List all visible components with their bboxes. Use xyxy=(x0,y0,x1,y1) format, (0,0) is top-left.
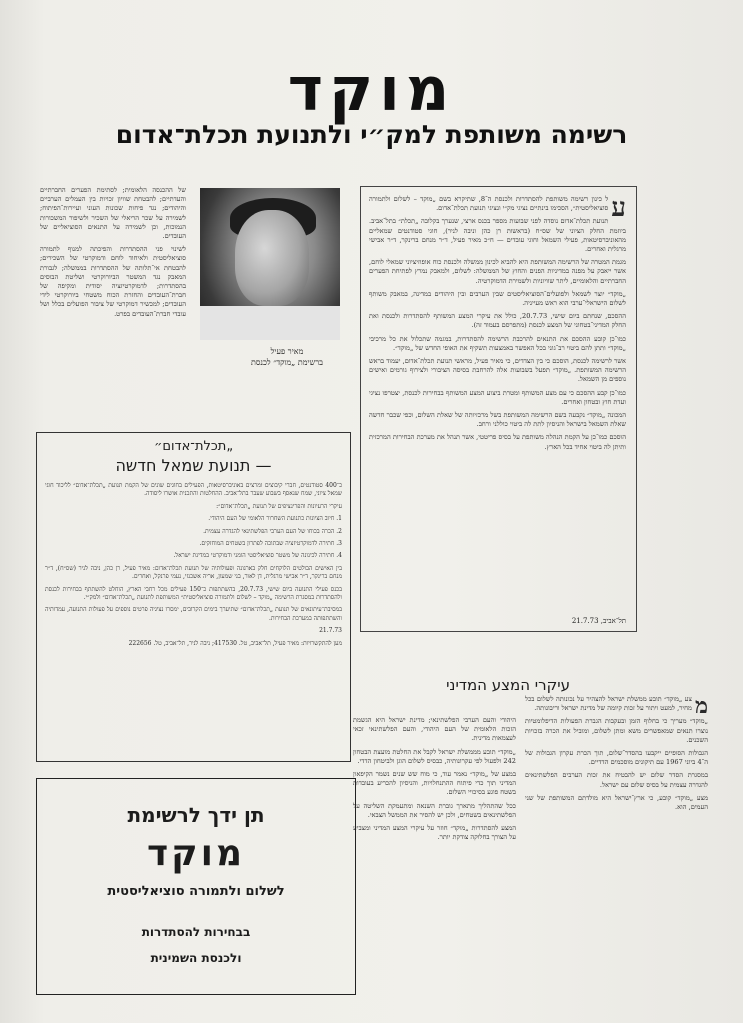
party-box-title: „תכלת־אדום״ xyxy=(153,439,234,454)
platform-heading: עיקרי המצע המדיני xyxy=(446,676,570,694)
party-date: 21.7.73 xyxy=(319,627,342,635)
party-paragraph: בין האישים הבולטים הלוקחים חלק בארגונה ופעולותיה של תנועת תכלת־אדום: מאיר פעיל, רן כהן, ניבה לניר (שס״ח), ד״ר מנחם ברינקר, ד״ר אבישי מרגלית, דן לאור, בני שמעון, אריה אשכנזי, נעמי פרנקל, ואחרים. xyxy=(45,564,342,581)
vote-ad-box xyxy=(36,778,356,995)
page-subtitle: רשימה משותפת למק״י ולתנועת תכלת־אדום xyxy=(115,120,628,149)
top-left-paragraph: לשינוי פני ההסתדרות והפיכתה למנוף לתמורה סוציאליסטית ולאיחוד לוחם ודמוקרטי של השכירים; להבטחת אי־תלותה של ההסתדרות בממשלה; לגבורת המאבק נגד המשטר הביורוקרטי ושליטת הבוסים בהסתדרות; לדמוקרטיזציה יסודית ומקיפה של חברת־העובדים והחזרת הכוח משטחי ביורוקרטי לידי העובדים; למכשיר דמוקרטי של ציבור הפועלים בכלל ושל עובדי חברת־העובדים בפרט. xyxy=(40,245,186,318)
platform-dropcap: מ xyxy=(694,695,708,719)
photo-shirt-shape xyxy=(200,306,340,340)
platform-paragraph: היהודי והעם הערבי הפלשתינאי; מדינת ישראל היא הגשמת הזכות הלאומית של העם היהודי, והעם הפלשתינאי זכאי לעצמאות מדינית. xyxy=(353,716,516,743)
main-article-paragraph: „מוקד״ יוצר לשמאל ולפועלים־הסוציאליסטים שבין הערבים ובין היהודים במדינה, במאבק משותף לשלום הישראלי־ערבי הוא ראש מעייניה. xyxy=(369,289,626,308)
platform-paragraph: „מוקד״ תובע מממשלת ישראל לקבל את החלטת מועצת הבטחון 242 ולפעול לפי עקרונותיה, כבסיס לשלום הוגן ולביטחון הדדי. xyxy=(353,747,516,765)
main-article-dropcap: ע xyxy=(611,195,626,223)
ad-elections-line: בבחירות להסתדרות xyxy=(141,925,251,939)
party-paragraph: 1. חיוב הציונות כתנועת השחרור הלאומי של העם היהודי. xyxy=(208,515,342,523)
main-article-paragraph: כמו־כן קבע ההסכם כי עם מצע המשותף ומטרת ביצוע המצע המשותף בבחירות לכנסת, יצטרפו נציגי ועדת חוץ ובטחון ואחרים. xyxy=(369,388,626,406)
platform-paragraph: במסגרת הסדר שלום יש להבטיח את זכות הערבים הפלשתינאים להגדרה עצמית על בסיס שלום עם ישראל. xyxy=(525,771,708,789)
platform-middle-column xyxy=(353,716,516,1003)
party-paragraph: 4. חתירה לכינונה של משטר סוציאליסטי הומני ודמוקרטי במדינת ישראל. xyxy=(173,552,342,560)
ad-list-name: מוקד xyxy=(146,833,246,874)
platform-right-column xyxy=(525,695,708,1003)
platform-paragraph: המצע להסתדרות „מוקד״ חוזר על עיקרי המצע המדיני ומצביע על הצורך בחלוקה צודקת יותר. xyxy=(353,824,516,842)
main-article-paragraph: המכונה „מוקד״ נקבעה בשם הרשימה המשותפת בשל מרכזיותה של שאלת השלום, וכפי שכבר חדשה שאלת השמאל בישראל והניסיון לתת לה ביטוי כוללני ורחב. xyxy=(369,411,626,429)
main-article-paragraph: כמו־כן קובע ההסכם את התנאים להרכבת הרשימה להסתדרות, במגמה שתכלול את כל מרכיבי „מוקד״ ותתן להם ביטוי רב־גוני בכל האפשר באמצעות תשקיף את האופי החדש של „מוקד״. xyxy=(369,334,626,352)
party-paragraph: כ־400 סטודנטים, חברי קיבוצים ומרצים באוניברסיטאות, הפעילים בחוגים שונים של הקמת תנועת „תכלת־אדום״ לליכוד חוגי שמאל ציוני, שמח שנאסף בשבוע שעבר בתל־אביב. ההחלטות והתכנית אושרו ליסודה. xyxy=(45,482,342,498)
main-article-body xyxy=(369,195,626,607)
ad-knesset-line: ולכנסת השמינית xyxy=(150,951,242,965)
party-box-text xyxy=(45,482,342,648)
main-article-box xyxy=(360,186,637,632)
masthead-title: מוקד xyxy=(287,55,456,125)
main-article-paragraph: ל כינון רשימה משותפת להסתדרות ולכנסת ה־8, שתיקרא בשם „מוקד – לשלום ולתמורה סוציאליסטית״, הסכימו בינתיים נציגי מק״י ונציגי תנועת תכלת־אדום. xyxy=(369,195,609,213)
caption-name: מאיר פעיל xyxy=(270,347,304,356)
ad-slogan: לשלום ולתמורה סוציאליסטית xyxy=(107,884,285,899)
party-box xyxy=(36,432,351,762)
main-article-paragraph: מגמת המטרה של הרשימה המשותפת היא להביא לכינון ממשלה ולכנסת כוח אופוזיציוני שמאלי לוחם, אשר ייאבק על מפנה במדיניות הפנים והחוץ של הממשלה: לשלום, ולמאבק נמרץ לפתיחת הפערים החברתיים והלאומיים, ליתר שוויוניות ולשמירת הדמוקרטיה. xyxy=(369,258,626,285)
platform-paragraph: במצע של „מוקד״ נאמר עוד, כי מוח שש שנים נשמר הקיפאון המדיני תוך כדי פיתוח ההתנחלויות, והניסיון להכריע בעובדות בשטח פוגע בסיכויי השלום. xyxy=(353,770,516,797)
main-article-paragraph: ההסכם, שנחתם ביום שישי, 20.7.73, כולל את עיקרי המצע המשותף להסתדרות ולכנסת ואת החלק המדיני־בטחוני של המצע לכנסת (מתפרסם בעמוד זה). xyxy=(369,312,626,330)
caption-detail: ברשימת „מוקד״ לכנסת xyxy=(250,358,324,367)
main-article-paragraph: הוסכם כמו־כן על הקמת הנהלה משותפת על בסיס פריטטי, אשר תנהל את מערכת הבחירות המרכזית ותיתן לה ביטוי אחיד בכל הארץ. xyxy=(369,433,626,451)
main-article-signature: תל־אביב, 21.7.73 xyxy=(571,617,626,625)
portrait-photo xyxy=(200,188,340,340)
top-left-paragraph: של ההכנסה הלאומית; לסתימת הפערים החברתיים והעדתיים; להבטחת שוויון זכויות בין העמלים הערביים והיהודים; נגד פיחות שכונות העוני ועיירות־הפיתוח; לשמירה על שכר הריאלי של השכיר ולשיפור המשכורות הנמוכות, וכן לשמירה על התנאים הסוציאליים של העובדים. xyxy=(40,186,186,241)
party-paragraph: 2. הכרה בכוחו של העם הערבי הפלשתינאי להגדרה עצמית. xyxy=(203,527,342,535)
photo-face-shape xyxy=(235,210,309,306)
party-paragraph: במסיבת־עיתונאים של תנועת „תכלת־אדום״ שתיערך בימים הקרובים, ימסרו נציגיה פרטים נוספים על פעולות התנועה, עמדותיה והשתתפותה במערכת הבחירות. xyxy=(45,606,342,622)
platform-paragraph: ככל שהתהליך מתארך גוברת השנאה ומתעמקת השליטה על הפלשתינאים בשטחים, ולכן יש להסיר את הממשל הצבאי. xyxy=(353,801,516,819)
ad-callout: תן ידך לרשימת xyxy=(127,803,265,827)
party-box-subtitle: — תנועת שמאל חדשה xyxy=(115,456,272,475)
party-paragraph: בכנס פעילי התנועה ביום שישי, 20.7.73, בהשתתפות כ־150 פעילים מכל רחבי הארץ, הוחלט להשתתף בבחירות לכנסת ולהסתדרות במסגרת הרשימה „מוקד – לשלום ולתמורה סוציאליסטית״ המשותפת לתנועת „תכלת־אדום״ ולמק״י. xyxy=(45,585,342,602)
main-article-paragraph: אשר לרשימה לכנסת, הוסכם כי בין הצדדים, כי מאיר פעיל, מראשי תנועת תכלת־אדום, יעמוד בראש הרשימה המשותפת. „מוקד״ תפעל בשבועות אלה להרחבת בסיסה הציבורי ולצירוף גורמים ואישים נוספים מן השמאל. xyxy=(369,357,626,384)
party-paragraph: 3. חתירה לדמוקרטיזציה שבתוכה לפתרון בשטחים המוחזקים. xyxy=(199,540,342,548)
party-contact: מען להתקשרויות: מאיר פעיל, תל־אביב, טל. 417530; ניבה לניר, תל־אביב, טל. 222656 xyxy=(128,639,342,647)
platform-paragraph: מצע „מוקד״ קובע, כי ארץ־ישראל היא מולדתם המשותפת של שני העמים, הוא. xyxy=(525,793,708,812)
top-left-article xyxy=(40,186,186,414)
platform-paragraph: הגבולות הסופיים ייקבעו בהסדר־שלום, תוך הכרת עקרון הגבולות של ה־4 ביוני 1967 עם תיקונים מוסכמים הדדיים. xyxy=(525,749,708,767)
platform-paragraph: „מוקד״ מעריך כי בחלוף הזמן ובעקבות הגברת הפעולות הדיפלומטיות נוצרו תנאים שמאפשרים משא ומתן לשלום, ומוביל את הכרה בזכויות השכנים. xyxy=(525,717,708,744)
party-paragraph: עיקרי הרעיונות והפרינציפים של תנועת „תכלת־אדום״: xyxy=(216,502,342,510)
platform-paragraph: צע „מוקד״ תובע ממשלת ישראל להצהיר על נכונותה לשלום בכל מחיר, למעט ויתור על זכות קיומה של מדינת ישראל וריבונותה. xyxy=(525,695,692,713)
photo-caption xyxy=(232,346,342,368)
party-box-body xyxy=(45,439,342,755)
main-article-paragraph: תנועת תכלת־אדום נוסדה לפני שבועות מספר בכנס ארצי, שנערך בקלובה „תכלת״ בתל־אביב. ביוזמת החלק הציוני של שס״ח (בראשות רן כהן וניבה לניר), חוגי סטודנטים שמאליים מהאוניברסיטאות, פעילי השמאל וחוגי עובדים — ח״כ מאיר פעיל, ד״ר מנחם ברינקר, ד״ר אבישי מרגלית ואחרים. xyxy=(369,217,626,254)
